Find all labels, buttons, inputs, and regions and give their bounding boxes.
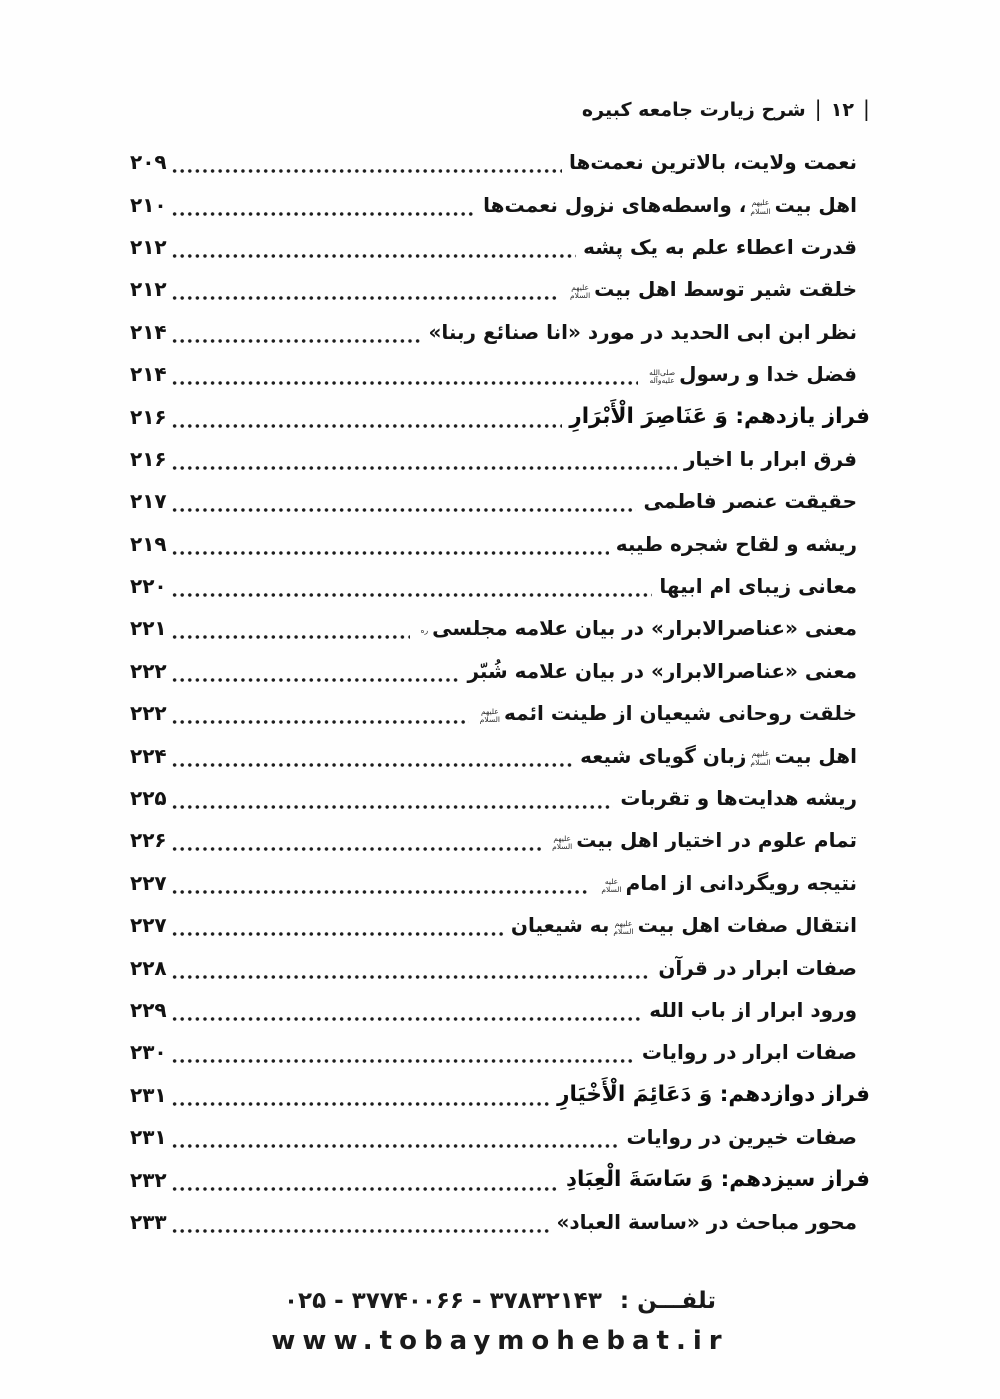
dotted-leader: [172, 1058, 635, 1064]
dotted-leader: [172, 762, 573, 768]
entry-title: نظر ابن ابی الحدید در مورد «انا صنائع ربنا»: [428, 319, 857, 344]
dotted-leader: [172, 719, 469, 725]
entry-title: اهل بیت: [774, 743, 857, 768]
entry-title: صفات ابرار در قرآن: [658, 955, 857, 980]
honorific-seal: علیهم السلام: [750, 749, 771, 767]
honorific-seal: ره: [420, 626, 429, 636]
entry-title: ریشه هدایت‌ها و تقربات: [620, 786, 857, 811]
honorific-seal: علیهم السلام: [750, 198, 771, 216]
toc-list: [130, 141, 870, 1243]
entry-title: اهل بیت: [774, 192, 857, 217]
entry-page-number: ۲۲۲: [130, 658, 167, 683]
toc-entry: [130, 311, 870, 353]
entry-page-number: ۲۲۷: [130, 870, 167, 895]
toc-entry: [130, 395, 870, 437]
toc-entry: [130, 1074, 870, 1116]
entry-page-number: ۲۱۲: [130, 277, 167, 302]
honorific-seal: علیهم السلام: [569, 283, 591, 301]
toc-entry: [130, 141, 870, 183]
toc-entry: [130, 989, 870, 1031]
entry-title: معنی «عناصرالابرار» در بیان علامه مجلسی: [432, 616, 857, 641]
footer-phone-line: [0, 1288, 1000, 1314]
honorific-seal: علیه السلام: [601, 876, 622, 894]
entry-title: صفات خیرین در روایات: [626, 1125, 857, 1150]
entry-title: ریشه و لقاح شجره طیبه: [615, 531, 857, 556]
dotted-leader: [172, 634, 410, 640]
entry-title: قدرت اعطاء علم به یک پشه: [583, 234, 857, 259]
toc-entry: [130, 650, 870, 692]
entry-title: خلقت روحانی شیعیان از طینت ائمه: [503, 701, 857, 726]
dotted-leader: [172, 1186, 559, 1192]
toc-entry: [130, 692, 870, 734]
entry-page-number: ۲۱۰: [130, 192, 167, 217]
entry-title: حقیقت عنصر فاطمی: [643, 489, 857, 514]
entry-title: فراز سیزدهم: وَ سَاسَةَ الْعِبَادِ: [565, 1167, 870, 1193]
toc-entry: [130, 183, 870, 225]
entry-page-number: ۲۱۲: [130, 234, 167, 259]
footer-website: www.tobaymohebat.ir: [271, 1326, 729, 1356]
entry-page-number: ۲۲۰: [130, 574, 167, 599]
entry-page-number: ۲۲۴: [130, 743, 167, 768]
entry-title: محور مباحث در «ساسة العباد»: [556, 1209, 857, 1234]
entry-page-number: ۲۲۱: [130, 616, 167, 641]
entry-title: فراز دوازدهم: وَ دَعَائِمَ الْأَخْيَارِ: [557, 1082, 870, 1108]
entry-title: فرق ابرار با اخیار: [684, 446, 857, 471]
dotted-leader: [172, 380, 639, 386]
dotted-leader: [172, 1228, 550, 1234]
toc-entry: [130, 777, 870, 819]
entry-page-number: ۲۰۹: [130, 150, 167, 175]
dotted-leader: [172, 804, 614, 810]
entry-title: فضل خدا و رسول: [679, 362, 857, 387]
dotted-leader: [172, 677, 461, 683]
toc-entry: [130, 565, 870, 607]
honorific-seal: علیهم السلام: [613, 918, 634, 937]
honorific-seal: صلی‌الله علیه‌وآله: [649, 367, 676, 386]
header-separator: |: [862, 97, 870, 121]
toc-entry: [130, 819, 870, 861]
toc-entry: [130, 480, 870, 522]
phone-label: تلفـــن :: [619, 1288, 716, 1314]
toc-entry: [130, 523, 870, 565]
entry-page-number: ۲۲۶: [130, 828, 167, 853]
toc-entry: [130, 862, 870, 904]
toc-entry: [130, 353, 870, 395]
toc-entry: [130, 946, 870, 988]
toc-entry: [130, 226, 870, 268]
dotted-leader: [172, 889, 591, 895]
entry-page-number: ۲۲۲: [130, 701, 167, 726]
toc-entry: [130, 1031, 870, 1073]
entry-title-continued: به شیعیان: [510, 913, 610, 938]
entry-title: انتقال صفات اهل بیت: [637, 913, 857, 938]
dotted-leader: [172, 931, 504, 937]
dotted-leader: [172, 974, 652, 980]
toc-entry: [130, 438, 870, 480]
toc-entry: [130, 1116, 870, 1158]
entry-title: معانی زیبای ام ابیها: [659, 574, 857, 599]
entry-title: صفات ابرار در روایات: [641, 1040, 857, 1065]
toc-entry: [130, 1201, 870, 1243]
entry-title: فراز یازدهم: وَ عَنَاصِرَ الْأَبْرَارِ: [569, 404, 870, 430]
dotted-leader: [172, 507, 637, 513]
entry-title: نعمت ولایت، بالاترین نعمت‌ها: [569, 150, 857, 175]
entry-title-continued: ، واسطه‌های نزول نعمت‌ها: [483, 192, 747, 217]
entry-title: معنی «عناصرالابرار» در بیان علامه شُبّر: [467, 658, 857, 683]
entry-title: تمام علوم در اختیار اهل بیت: [576, 828, 857, 853]
header-book-title: شرح زیارت جامعه کبیره: [581, 99, 806, 121]
honorific-seal: علیهم السلام: [552, 834, 573, 852]
entry-page-number: ۲۱۹: [130, 531, 167, 556]
phone-numbers: ۳۷۸۳۲۱۴۳ - ۳۷۷۴۰۰۶۶ - ۰۲۵: [284, 1288, 602, 1314]
entry-page-number: ۲۲۵: [130, 786, 167, 811]
entry-page-number: ۲۳۱: [130, 1082, 167, 1107]
header-page-number: ۱۲: [830, 99, 854, 121]
toc-entry: [130, 268, 870, 310]
dotted-leader: [172, 1143, 620, 1149]
toc-entry: [130, 904, 870, 946]
entry-page-number: ۲۳۲: [130, 1167, 167, 1192]
toc-entry: [130, 607, 870, 649]
header-separator: |: [814, 97, 822, 121]
dotted-leader: [172, 423, 563, 429]
entry-page-number: ۲۲۷: [130, 913, 167, 938]
dotted-leader: [172, 550, 609, 556]
dotted-leader: [172, 1016, 643, 1022]
dotted-leader: [172, 338, 422, 344]
entry-page-number: ۲۱۴: [130, 362, 167, 387]
entry-title: ورود ابرار از باب الله: [649, 998, 857, 1022]
toc-entry: [130, 1158, 870, 1200]
honorific-seal: علیهم السلام: [479, 707, 500, 725]
entry-title-continued: زبان گویای شیعه: [580, 743, 747, 768]
entry-page-number: ۲۱۷: [130, 489, 167, 514]
entry-page-number: ۲۳۳: [130, 1209, 167, 1234]
running-header: [582, 98, 870, 122]
entry-title: خلقت شیر توسط اهل بیت: [594, 277, 857, 302]
entry-page-number: ۲۲۹: [130, 998, 167, 1022]
dotted-leader: [172, 295, 559, 301]
entry-title: نتیجه رویگردانی از امام: [625, 870, 857, 895]
dotted-leader: [172, 211, 477, 217]
dotted-leader: [172, 592, 653, 598]
entry-page-number: ۲۱۶: [130, 446, 167, 471]
dotted-leader: [172, 168, 562, 174]
entry-page-number: ۲۳۱: [130, 1125, 167, 1150]
entry-page-number: ۲۳۰: [130, 1040, 167, 1065]
dotted-leader: [172, 1101, 551, 1107]
dotted-leader: [172, 465, 677, 471]
entry-page-number: ۲۱۴: [130, 319, 167, 344]
dotted-leader: [172, 846, 541, 852]
dotted-leader: [172, 253, 576, 259]
entry-page-number: ۲۲۸: [130, 955, 167, 980]
entry-page-number: ۲۱۶: [130, 404, 167, 429]
toc-entry: [130, 734, 870, 776]
